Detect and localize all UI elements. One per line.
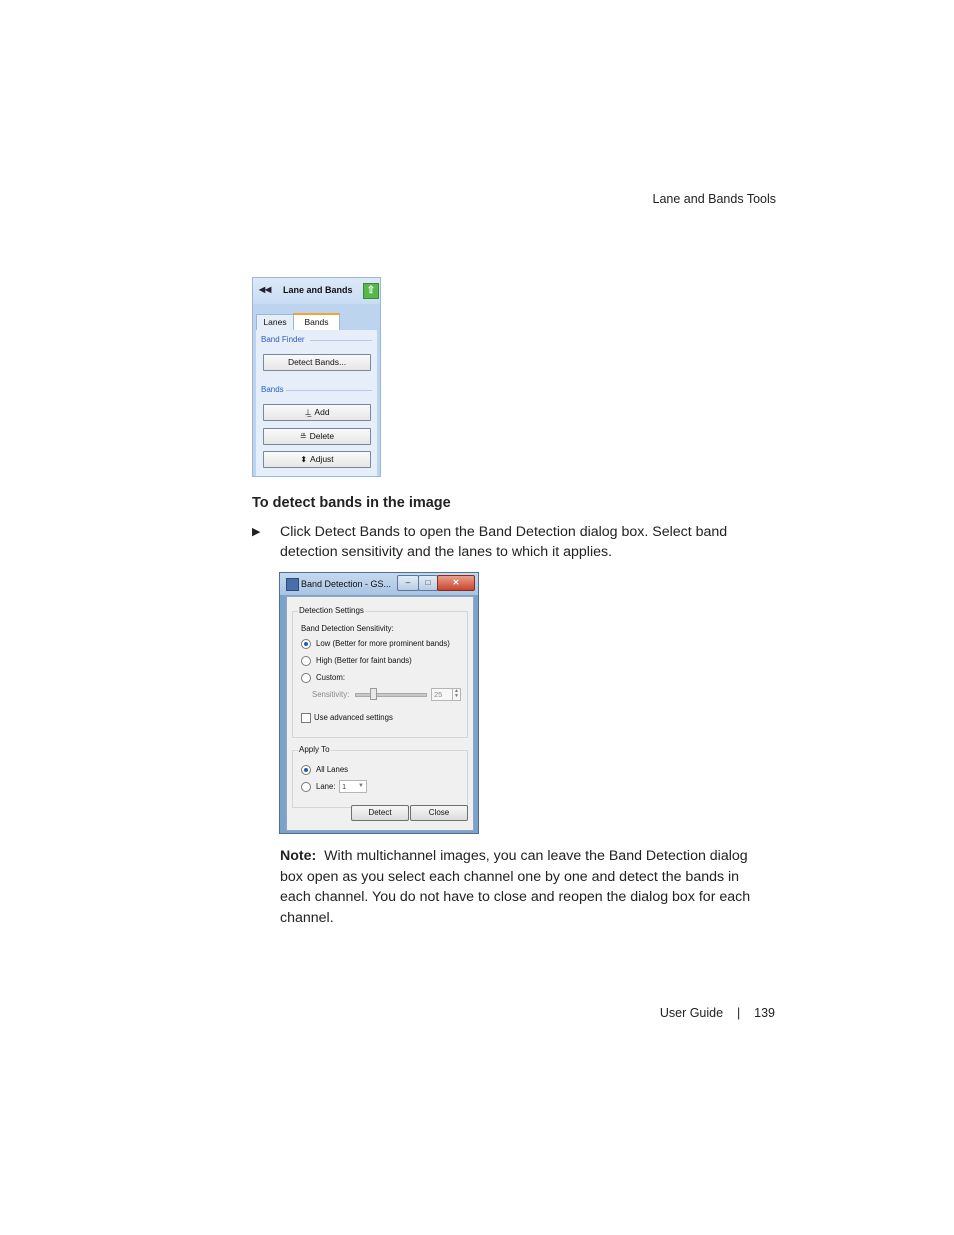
sensitivity-slider-track[interactable] xyxy=(355,693,427,697)
low-radio[interactable] xyxy=(301,639,311,649)
lane-radio[interactable] xyxy=(301,782,311,792)
detect-bands-label: Detect Bands... xyxy=(287,357,347,367)
step-text: Click Detect Bands to open the Band Detection dialog box. Select band detection sensitivity and the lanes to which it applies. xyxy=(280,524,728,560)
advanced-settings-label: Use advanced settings xyxy=(314,713,393,722)
custom-option-label: Custom: xyxy=(316,673,346,682)
page-footer xyxy=(660,1006,775,1020)
lane-select[interactable] xyxy=(339,780,367,793)
delete-band-icon: ≞ xyxy=(299,432,307,441)
panel-title: Lane and Bands xyxy=(283,285,353,295)
divider xyxy=(310,340,372,341)
tab-bands[interactable]: Bands xyxy=(293,313,340,331)
running-header: Lane and Bands Tools xyxy=(652,192,776,206)
panel-title-bar xyxy=(253,278,380,304)
tab-lanes[interactable]: Lanes xyxy=(256,314,294,331)
dialog-body xyxy=(286,596,474,831)
panel-tabs xyxy=(256,314,376,330)
detection-settings-label: Detection Settings xyxy=(299,606,364,615)
maximize-icon[interactable]: □ xyxy=(418,575,438,591)
band-detection-dialog xyxy=(279,572,479,834)
procedure-heading: To detect bands in the image xyxy=(252,495,451,511)
sensitivity-spinner[interactable] xyxy=(431,688,461,701)
app-icon xyxy=(286,578,299,591)
add-label: Add xyxy=(314,407,330,417)
high-option-label: High (Better for faint bands) xyxy=(316,656,412,665)
note-text: With multichannel images, you can leave the Band Detection dialog box open as you select each channel one by one and detect the bands in each channel. You do not have to close and reopen the dialog box for each channel. xyxy=(280,848,751,926)
sensitivity-heading: Band Detection Sensitivity: xyxy=(301,624,394,633)
detect-bands-button[interactable] xyxy=(263,354,371,371)
detect-button[interactable]: Detect xyxy=(351,805,409,821)
high-radio[interactable] xyxy=(301,656,311,666)
adjust-band-icon: ⬍ xyxy=(300,455,308,464)
note-label: Note: xyxy=(280,848,317,864)
lane-select-value: 1 xyxy=(342,782,347,791)
note-paragraph xyxy=(280,846,752,928)
sensitivity-slider-thumb[interactable] xyxy=(370,688,377,700)
apply-to-group xyxy=(292,745,468,808)
adjust-label: Adjust xyxy=(310,454,334,464)
footer-separator: | xyxy=(736,1006,741,1020)
bands-group-label: Bands xyxy=(261,385,284,394)
advanced-settings-checkbox[interactable] xyxy=(301,713,311,723)
spinner-arrows-icon[interactable]: ▲ ▼ xyxy=(452,689,460,700)
add-band-icon: ⊥̲ xyxy=(304,408,312,417)
close-button[interactable]: Close xyxy=(410,805,468,821)
close-icon[interactable]: ✕ xyxy=(437,575,475,591)
all-lanes-label: All Lanes xyxy=(316,765,349,774)
rewind-icon[interactable]: ◀◀ xyxy=(259,285,272,294)
custom-radio[interactable] xyxy=(301,673,311,683)
detection-settings-group xyxy=(292,606,468,738)
dialog-title-bar xyxy=(280,573,478,595)
panel-body xyxy=(256,330,377,476)
sensitivity-label: Sensitivity: xyxy=(312,690,350,699)
adjust-band-button[interactable] xyxy=(263,451,371,468)
band-finder-label: Band Finder xyxy=(261,335,305,344)
lane-label: Lane: xyxy=(316,782,336,791)
all-lanes-radio[interactable] xyxy=(301,765,311,775)
delete-label: Delete xyxy=(309,431,335,441)
low-option-label: Low (Better for more prominent bands) xyxy=(316,639,450,648)
bullet-icon: ▶ xyxy=(252,526,261,538)
delete-band-button[interactable] xyxy=(263,428,371,445)
lane-and-bands-panel xyxy=(252,277,381,477)
page-number: 139 xyxy=(754,1006,775,1020)
minimize-icon[interactable]: – xyxy=(397,575,419,591)
footer-guide: User Guide xyxy=(659,1006,724,1020)
sensitivity-value: 25 xyxy=(434,690,443,699)
dialog-title: Band Detection - GS... xyxy=(301,579,392,589)
add-band-button[interactable] xyxy=(263,404,371,421)
chevron-down-icon: ▼ xyxy=(358,783,364,789)
divider xyxy=(286,390,372,391)
green-up-arrow-icon[interactable]: ⇧ xyxy=(363,283,379,299)
apply-to-label: Apply To xyxy=(299,745,330,754)
